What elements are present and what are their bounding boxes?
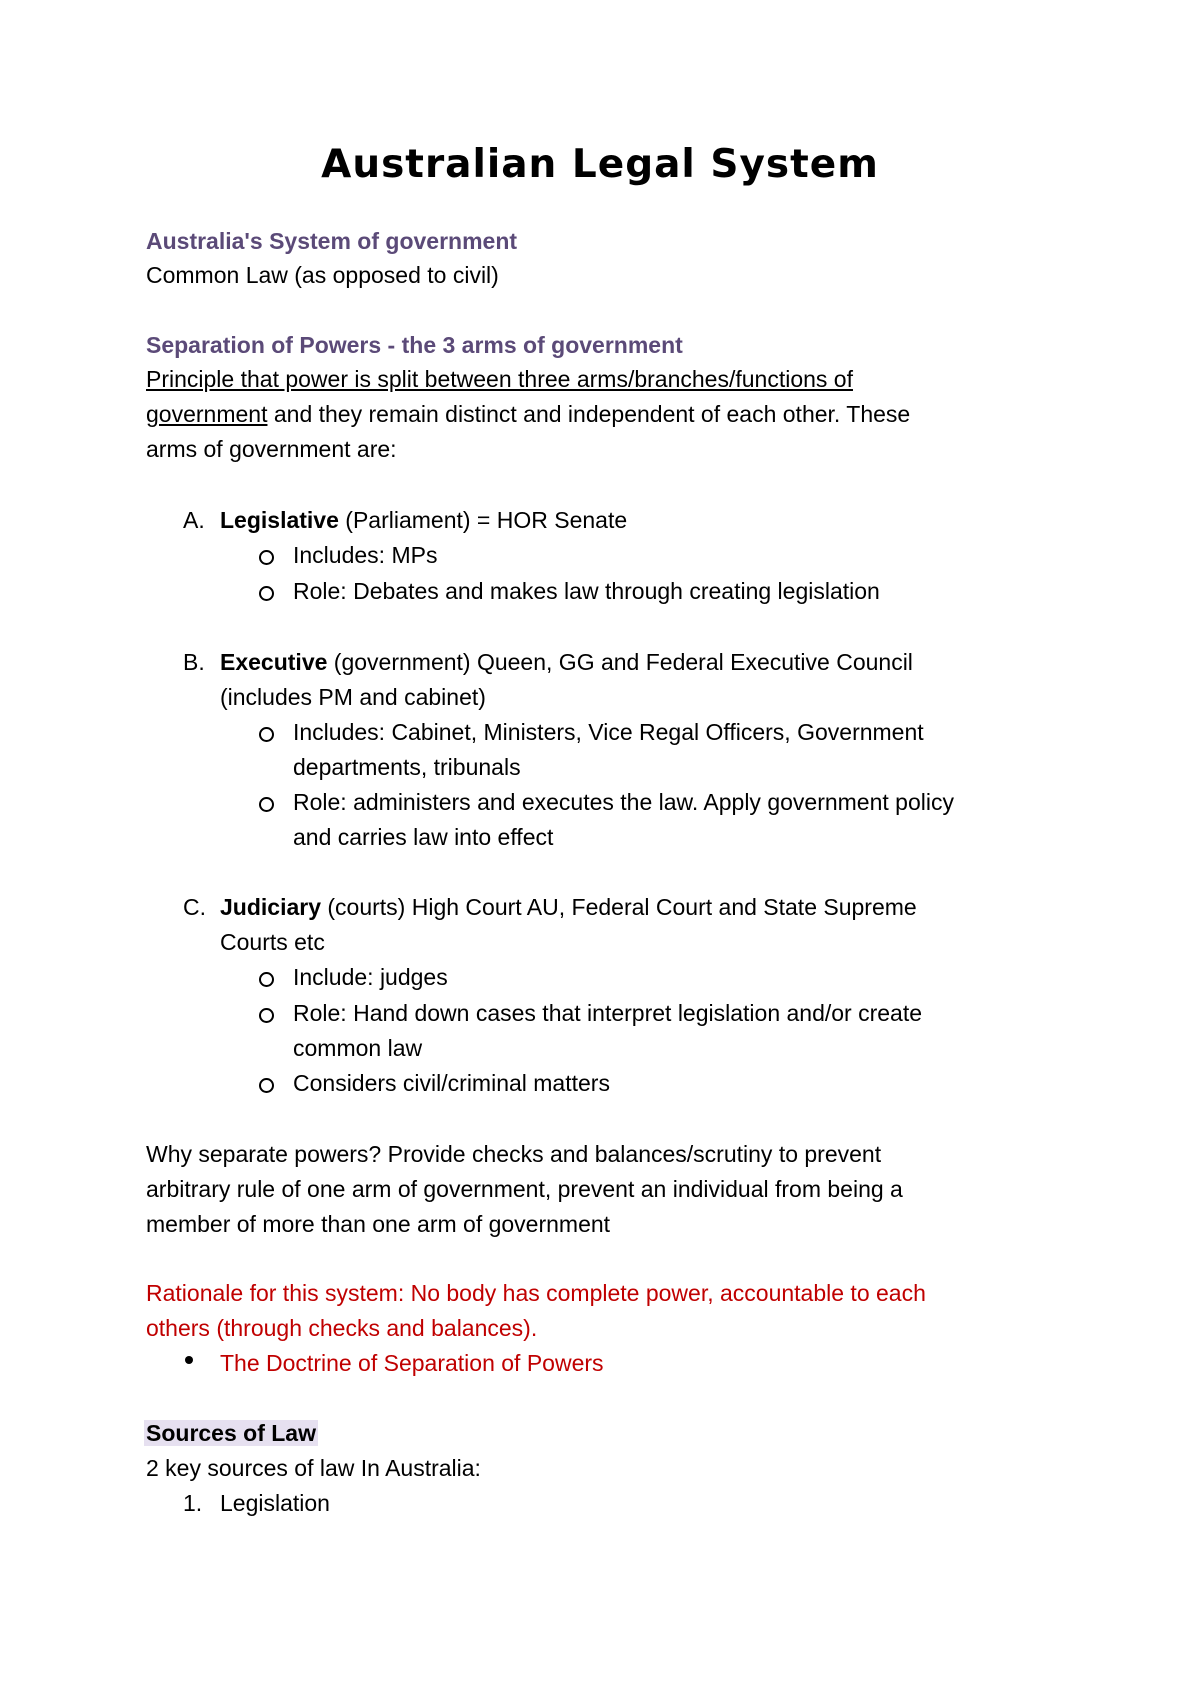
arm-executive-desc-2: (includes PM and cabinet) [220, 684, 486, 710]
judiciary-considers: Considers civil/criminal matters [293, 1070, 610, 1096]
principle-line-3: arms of government are: [146, 436, 397, 462]
bullet-dot-icon [185, 1356, 193, 1364]
rationale-line-2: others (through checks and balances). [146, 1315, 538, 1341]
arm-executive [220, 645, 913, 679]
heading-separation-of-powers: Separation of Powers - the 3 arms of government [146, 332, 683, 358]
common-law-line: Common Law (as opposed to civil) [146, 262, 499, 288]
list-marker-a: A. [183, 507, 205, 533]
arm-judiciary-name: Judiciary [220, 894, 321, 920]
source-legislation: Legislation [220, 1490, 330, 1516]
arm-executive-desc: (government) Queen, GG and Federal Executive Council [327, 649, 913, 675]
arm-judiciary [220, 890, 917, 924]
why-line-3: member of more than one arm of government [146, 1211, 611, 1237]
executive-includes-1: Includes: Cabinet, Ministers, Vice Regal Officers, Government [293, 719, 924, 745]
doctrine-bullet: The Doctrine of Separation of Powers [220, 1350, 604, 1376]
circle-bullet-icon [259, 550, 274, 565]
legislative-includes: Includes: MPs [293, 542, 438, 568]
executive-role-1: Role: administers and executes the law. Apply government policy [293, 789, 954, 815]
arm-legislative-desc: (Parliament) = HOR Senate [338, 507, 628, 533]
principle-line-1: Principle that power is split between three arms/branches/functions of [146, 366, 853, 392]
arm-legislative [220, 503, 627, 537]
document-title: Australian Legal System [321, 142, 879, 187]
heading-system-of-government: Australia's System of government [146, 228, 518, 254]
why-line-1: Why separate powers? Provide checks and balances/scrutiny to prevent [146, 1141, 882, 1167]
principle-rest: and they remain distinct and independent of each other. These [267, 401, 911, 427]
list-marker-c: C. [183, 894, 206, 920]
sources-intro: 2 key sources of law In Australia: [146, 1455, 481, 1481]
judiciary-role-1: Role: Hand down cases that interpret legislation and/or create [293, 1000, 923, 1026]
executive-includes-2: departments, tribunals [293, 754, 521, 780]
circle-bullet-icon [259, 1008, 274, 1023]
list-marker-b: B. [183, 649, 205, 675]
principle-line-2 [146, 397, 910, 431]
judiciary-role-2: common law [293, 1035, 423, 1061]
sources-heading-highlight: Sources of Law [146, 1420, 316, 1446]
judiciary-include: Include: judges [293, 964, 448, 990]
circle-bullet-icon [259, 797, 274, 812]
heading-sources-of-law [144, 1416, 318, 1450]
circle-bullet-icon [259, 1078, 274, 1093]
circle-bullet-icon [259, 586, 274, 601]
circle-bullet-icon [259, 972, 274, 987]
arm-legislative-name: Legislative [220, 507, 339, 533]
executive-role-2: and carries law into effect [293, 824, 554, 850]
circle-bullet-icon [259, 727, 274, 742]
why-line-2: arbitrary rule of one arm of government, prevent an individual from being a [146, 1176, 903, 1202]
list-marker-1: 1. [183, 1490, 203, 1516]
arm-judiciary-desc: (courts) High Court AU, Federal Court and State Supreme [321, 894, 917, 920]
arm-executive-name: Executive [220, 649, 328, 675]
legislative-role: Role: Debates and makes law through creating legislation [293, 578, 880, 604]
arm-judiciary-desc-2: Courts etc [220, 929, 325, 955]
rationale-line-1: Rationale for this system: No body has complete power, accountable to each [146, 1280, 926, 1306]
principle-underlined-word: government [146, 401, 268, 427]
